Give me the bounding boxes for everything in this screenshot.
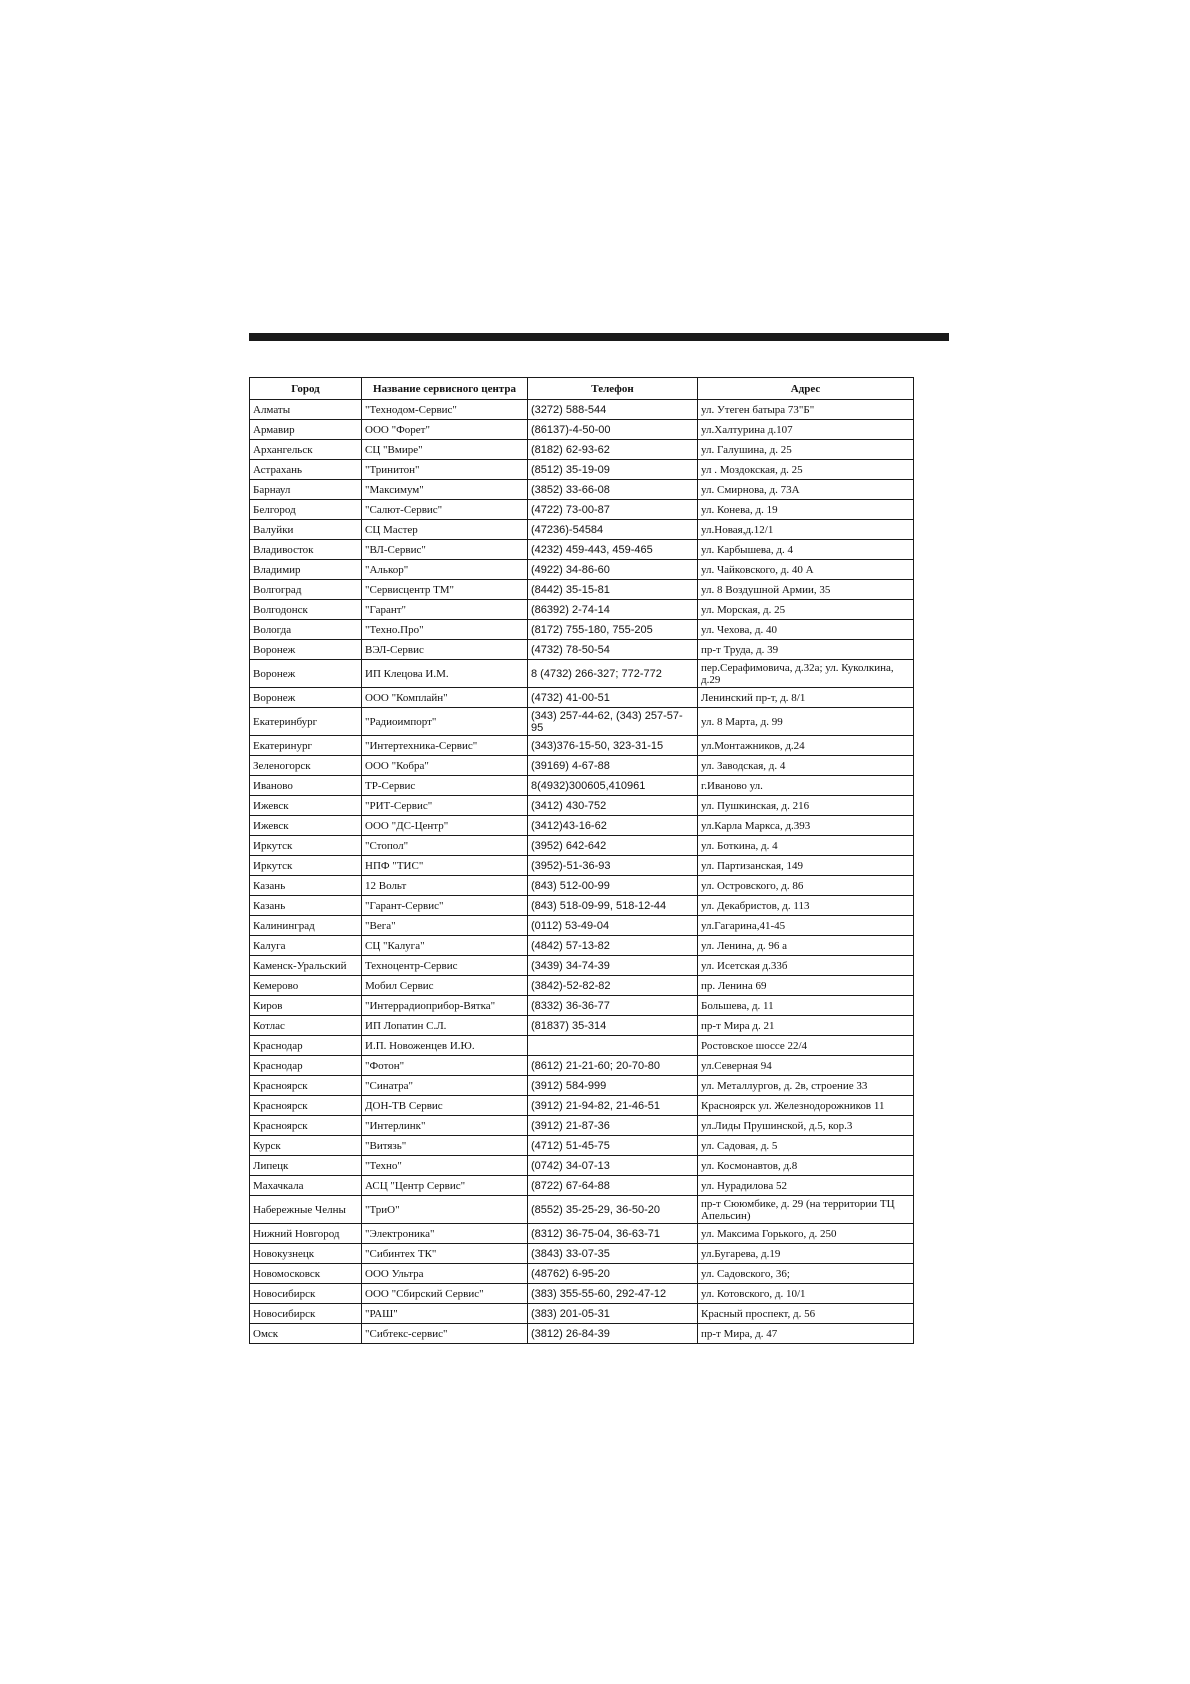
table-row (250, 776, 914, 796)
cell-city: Красноярск (250, 1096, 362, 1116)
cell-phone: (8172) 755-180, 755-205 (528, 620, 698, 640)
table-row (250, 1264, 914, 1284)
cell-phone: (86392) 2-74-14 (528, 600, 698, 620)
cell-address: ул.Бугарева, д.19 (698, 1244, 914, 1264)
cell-name: ИП Клецова И.М. (362, 660, 528, 688)
cell-city: Алматы (250, 400, 362, 420)
cell-name: "РАШ" (362, 1304, 528, 1324)
cell-city: Архангельск (250, 440, 362, 460)
cell-name: "Гарант-Сервис" (362, 896, 528, 916)
top-rule (249, 333, 949, 341)
cell-name: "Интертехника-Сервис" (362, 736, 528, 756)
cell-city: Воронеж (250, 688, 362, 708)
cell-phone: (4732) 41-00-51 (528, 688, 698, 708)
cell-address: пр. Ленина 69 (698, 976, 914, 996)
cell-city: Курск (250, 1136, 362, 1156)
table-row (250, 1244, 914, 1264)
table-row (250, 540, 914, 560)
table-row (250, 688, 914, 708)
cell-phone: 8 (4732) 266-327; 772-772 (528, 660, 698, 688)
table-row (250, 420, 914, 440)
table-row (250, 736, 914, 756)
header-name: Название сервисного центра (362, 378, 528, 400)
table-row (250, 896, 914, 916)
cell-phone: (3843) 33-07-35 (528, 1244, 698, 1264)
table-row (250, 500, 914, 520)
cell-phone: (3912) 21-94-82, 21-46-51 (528, 1096, 698, 1116)
cell-address: Большева, д. 11 (698, 996, 914, 1016)
cell-city: Набережные Челны (250, 1196, 362, 1224)
cell-city: Калининград (250, 916, 362, 936)
cell-name: "Тринитон" (362, 460, 528, 480)
cell-address: ул. Партизанская, 149 (698, 856, 914, 876)
cell-name: СЦ "Вмире" (362, 440, 528, 460)
cell-address: ул.Халтурина д.107 (698, 420, 914, 440)
cell-phone: (343) 257-44-62, (343) 257-57-95 (528, 708, 698, 736)
cell-name: "Сибинтех ТК" (362, 1244, 528, 1264)
cell-name: 12 Вольт (362, 876, 528, 896)
table-row (250, 956, 914, 976)
table-row (250, 1116, 914, 1136)
header-address: Адрес (698, 378, 914, 400)
cell-name: "Фотон" (362, 1056, 528, 1076)
cell-name: ТР-Сервис (362, 776, 528, 796)
cell-city: Иркутск (250, 856, 362, 876)
table-row (250, 1176, 914, 1196)
cell-address: ул. Смирнова, д. 73А (698, 480, 914, 500)
cell-address: пр-т Труда, д. 39 (698, 640, 914, 660)
table-row (250, 520, 914, 540)
cell-address: пр-т Мира, д. 47 (698, 1324, 914, 1344)
cell-phone: (3852) 33-66-08 (528, 480, 698, 500)
cell-name: "Сибтекс-сервис" (362, 1324, 528, 1344)
table-row (250, 660, 914, 688)
cell-city: Армавир (250, 420, 362, 440)
cell-phone: (48762) 6-95-20 (528, 1264, 698, 1284)
cell-name: "Вега" (362, 916, 528, 936)
cell-name: ВЭЛ-Сервис (362, 640, 528, 660)
table-row (250, 1076, 914, 1096)
table-row (250, 560, 914, 580)
cell-address: ул.Гагарина,41-45 (698, 916, 914, 936)
table-row (250, 1036, 914, 1056)
cell-name: "Салют-Сервис" (362, 500, 528, 520)
table-row (250, 936, 914, 956)
cell-phone: (343)376-15-50, 323-31-15 (528, 736, 698, 756)
cell-name: ООО "Сбирский Сервис" (362, 1284, 528, 1304)
cell-name: СЦ "Калуга" (362, 936, 528, 956)
table-row (250, 756, 914, 776)
cell-address: ул. Пушкинская, д. 216 (698, 796, 914, 816)
cell-phone: (4842) 57-13-82 (528, 936, 698, 956)
cell-address: ул. Ленина, д. 96 а (698, 936, 914, 956)
header-city: Город (250, 378, 362, 400)
cell-name: "Техно.Про" (362, 620, 528, 640)
cell-name: Мобил Сервис (362, 976, 528, 996)
cell-address: Ростовское шоссе 22/4 (698, 1036, 914, 1056)
cell-city: Казань (250, 876, 362, 896)
cell-city: Ижевск (250, 796, 362, 816)
header-phone: Телефон (528, 378, 698, 400)
cell-phone: (8512) 35-19-09 (528, 460, 698, 480)
table-row (250, 816, 914, 836)
cell-phone: (3952)-51-36-93 (528, 856, 698, 876)
cell-name: "ВЛ-Сервис" (362, 540, 528, 560)
cell-name: "Синатра" (362, 1076, 528, 1096)
cell-address: ул. Заводская, д. 4 (698, 756, 914, 776)
cell-phone: (4732) 78-50-54 (528, 640, 698, 660)
cell-name: АСЦ "Центр Сервис" (362, 1176, 528, 1196)
table-row (250, 1224, 914, 1244)
cell-phone: (3952) 642-642 (528, 836, 698, 856)
table-row (250, 1324, 914, 1344)
cell-city: Барнаул (250, 480, 362, 500)
cell-phone: (383) 355-55-60, 292-47-12 (528, 1284, 698, 1304)
cell-name: "Стопол" (362, 836, 528, 856)
table-row (250, 976, 914, 996)
cell-address: ул. Исетская д.33б (698, 956, 914, 976)
cell-city: Иваново (250, 776, 362, 796)
cell-city: Киров (250, 996, 362, 1016)
cell-phone: (8552) 35-25-29, 36-50-20 (528, 1196, 698, 1224)
cell-city: Белгород (250, 500, 362, 520)
table-row (250, 440, 914, 460)
cell-address: ул. Садовского, 36; (698, 1264, 914, 1284)
cell-phone: (47236)-54584 (528, 520, 698, 540)
cell-address: г.Иваново ул. (698, 776, 914, 796)
cell-city: Вологда (250, 620, 362, 640)
cell-name: И.П. Новоженцев И.Ю. (362, 1036, 528, 1056)
cell-address: ул. Нурадилова 52 (698, 1176, 914, 1196)
cell-address: ул.Карла Маркса, д.393 (698, 816, 914, 836)
table-row (250, 708, 914, 736)
cell-phone: (86137)-4-50-00 (528, 420, 698, 440)
cell-address: ул. Чайковского, д. 40 А (698, 560, 914, 580)
cell-city: Новосибирск (250, 1284, 362, 1304)
cell-phone: (8332) 36-36-77 (528, 996, 698, 1016)
cell-address: ул. Садовая, д. 5 (698, 1136, 914, 1156)
cell-name: "Технодом-Сервис" (362, 400, 528, 420)
cell-city: Волгодонск (250, 600, 362, 620)
table-row (250, 1196, 914, 1224)
cell-phone: (3812) 26-84-39 (528, 1324, 698, 1344)
cell-address: ул . Моздокская, д. 25 (698, 460, 914, 480)
cell-phone: (3912) 584-999 (528, 1076, 698, 1096)
cell-name: Техноцентр-Сервис (362, 956, 528, 976)
cell-phone: (3412)43-16-62 (528, 816, 698, 836)
cell-name: "Электроника" (362, 1224, 528, 1244)
cell-phone: (4232) 459-443, 459-465 (528, 540, 698, 560)
cell-address: ул. 8 Воздушной Армии, 35 (698, 580, 914, 600)
table-row (250, 836, 914, 856)
cell-phone: (843) 512-00-99 (528, 876, 698, 896)
cell-address: ул. Карбышева, д. 4 (698, 540, 914, 560)
cell-phone: (4922) 34-86-60 (528, 560, 698, 580)
cell-address: Ленинский пр-т, д. 8/1 (698, 688, 914, 708)
cell-address: ул.Монтажников, д.24 (698, 736, 914, 756)
table-row (250, 876, 914, 896)
table-row (250, 916, 914, 936)
cell-phone: (0742) 34-07-13 (528, 1156, 698, 1176)
cell-phone: (81837) 35-314 (528, 1016, 698, 1036)
table-row (250, 796, 914, 816)
cell-city: Владивосток (250, 540, 362, 560)
cell-city: Краснодар (250, 1056, 362, 1076)
cell-phone: (8722) 67-64-88 (528, 1176, 698, 1196)
table-row (250, 600, 914, 620)
cell-address: ул.Лиды Прушинской, д.5, кор.3 (698, 1116, 914, 1136)
cell-address: ул. Декабристов, д. 113 (698, 896, 914, 916)
cell-address: пер.Серафимовича, д.32а; ул. Куколкина, д.29 (698, 660, 914, 688)
cell-name: "Интерлинк" (362, 1116, 528, 1136)
table-row (250, 1304, 914, 1324)
cell-name: "ТриО" (362, 1196, 528, 1224)
cell-phone: (39169) 4-67-88 (528, 756, 698, 776)
cell-city: Валуйки (250, 520, 362, 540)
cell-address: ул.Новая,д.12/1 (698, 520, 914, 540)
cell-city: Красноярск (250, 1076, 362, 1096)
cell-city: Омск (250, 1324, 362, 1344)
table-row (250, 1016, 914, 1036)
cell-address: ул. Боткина, д. 4 (698, 836, 914, 856)
table-row (250, 1156, 914, 1176)
cell-name: СЦ Мастер (362, 520, 528, 540)
cell-phone: (8312) 36-75-04, 36-63-71 (528, 1224, 698, 1244)
cell-phone: (843) 518-09-99, 518-12-44 (528, 896, 698, 916)
cell-city: Екатеринбург (250, 708, 362, 736)
table-row (250, 460, 914, 480)
table-row (250, 480, 914, 500)
table-header-row (250, 378, 914, 400)
cell-address: ул. Космонавтов, д.8 (698, 1156, 914, 1176)
cell-phone: (3412) 430-752 (528, 796, 698, 816)
table-row (250, 996, 914, 1016)
cell-city: Зеленогорск (250, 756, 362, 776)
cell-city: Ижевск (250, 816, 362, 836)
table-row (250, 640, 914, 660)
cell-city: Волгоград (250, 580, 362, 600)
table-row (250, 1056, 914, 1076)
cell-city: Астрахань (250, 460, 362, 480)
cell-phone: (0112) 53-49-04 (528, 916, 698, 936)
cell-address: ул. Котовского, д. 10/1 (698, 1284, 914, 1304)
cell-address: ул. 8 Марта, д. 99 (698, 708, 914, 736)
cell-address: Красноярск ул. Железнодорожников 11 (698, 1096, 914, 1116)
cell-name: ДОН-ТВ Сервис (362, 1096, 528, 1116)
cell-phone: (8442) 35-15-81 (528, 580, 698, 600)
cell-phone: (3439) 34-74-39 (528, 956, 698, 976)
cell-name: ООО "Кобра" (362, 756, 528, 776)
cell-name: "Техно" (362, 1156, 528, 1176)
cell-city: Калуга (250, 936, 362, 956)
cell-name: "Интеррадиоприбор-Вятка" (362, 996, 528, 1016)
cell-city: Новомосковск (250, 1264, 362, 1284)
cell-address: ул.Северная 94 (698, 1056, 914, 1076)
cell-name: ООО Ультра (362, 1264, 528, 1284)
cell-phone: 8(4932)300605,410961 (528, 776, 698, 796)
cell-phone: (383) 201-05-31 (528, 1304, 698, 1324)
cell-city: Котлас (250, 1016, 362, 1036)
cell-name: "Сервисцентр ТМ" (362, 580, 528, 600)
cell-city: Липецк (250, 1156, 362, 1176)
cell-address: ул. Галушина, д. 25 (698, 440, 914, 460)
cell-address: ул. Конева, д. 19 (698, 500, 914, 520)
service-centers-table (249, 377, 914, 1344)
cell-name: "Витязь" (362, 1136, 528, 1156)
table-row (250, 580, 914, 600)
table-row (250, 620, 914, 640)
cell-city: Воронеж (250, 660, 362, 688)
cell-name: ООО "Комплайн" (362, 688, 528, 708)
cell-name: "Алькор" (362, 560, 528, 580)
cell-name: "Гарант" (362, 600, 528, 620)
table-row (250, 400, 914, 420)
cell-phone: (8612) 21-21-60; 20-70-80 (528, 1056, 698, 1076)
cell-phone: (4712) 51-45-75 (528, 1136, 698, 1156)
cell-phone: (4722) 73-00-87 (528, 500, 698, 520)
cell-address: ул. Максима Горького, д. 250 (698, 1224, 914, 1244)
cell-address: пр-т Сююмбике, д. 29 (на территории ТЦ Апельсин) (698, 1196, 914, 1224)
cell-city: Воронеж (250, 640, 362, 660)
cell-city: Казань (250, 896, 362, 916)
cell-name: "РИТ-Сервис" (362, 796, 528, 816)
cell-city: Нижний Новгород (250, 1224, 362, 1244)
cell-phone (528, 1036, 698, 1056)
cell-address: ул. Металлургов, д. 2в, строение 33 (698, 1076, 914, 1096)
cell-city: Каменск-Уральский (250, 956, 362, 976)
cell-city: Кемерово (250, 976, 362, 996)
cell-address: ул. Чехова, д. 40 (698, 620, 914, 640)
cell-city: Краснодар (250, 1036, 362, 1056)
cell-name: ООО "ДС-Центр" (362, 816, 528, 836)
cell-address: ул. Утеген батыра 73"Б" (698, 400, 914, 420)
cell-phone: (3842)-52-82-82 (528, 976, 698, 996)
table-row (250, 1284, 914, 1304)
cell-name: ИП Лопатин С.Л. (362, 1016, 528, 1036)
cell-address: Красный проспект, д. 56 (698, 1304, 914, 1324)
table-row (250, 1096, 914, 1116)
cell-name: НПФ "ТИС" (362, 856, 528, 876)
cell-city: Новокузнецк (250, 1244, 362, 1264)
cell-city: Иркутск (250, 836, 362, 856)
cell-city: Екатеринург (250, 736, 362, 756)
cell-name: "Радиоимпорт" (362, 708, 528, 736)
cell-phone: (3912) 21-87-36 (528, 1116, 698, 1136)
cell-city: Владимир (250, 560, 362, 580)
cell-city: Новосибирск (250, 1304, 362, 1324)
cell-phone: (3272) 588-544 (528, 400, 698, 420)
cell-address: пр-т Мира д. 21 (698, 1016, 914, 1036)
cell-city: Красноярск (250, 1116, 362, 1136)
table-row (250, 856, 914, 876)
cell-phone: (8182) 62-93-62 (528, 440, 698, 460)
cell-name: "Максимум" (362, 480, 528, 500)
table-row (250, 1136, 914, 1156)
cell-address: ул. Морская, д. 25 (698, 600, 914, 620)
cell-name: ООО "Форет" (362, 420, 528, 440)
cell-city: Махачкала (250, 1176, 362, 1196)
cell-address: ул. Островского, д. 86 (698, 876, 914, 896)
